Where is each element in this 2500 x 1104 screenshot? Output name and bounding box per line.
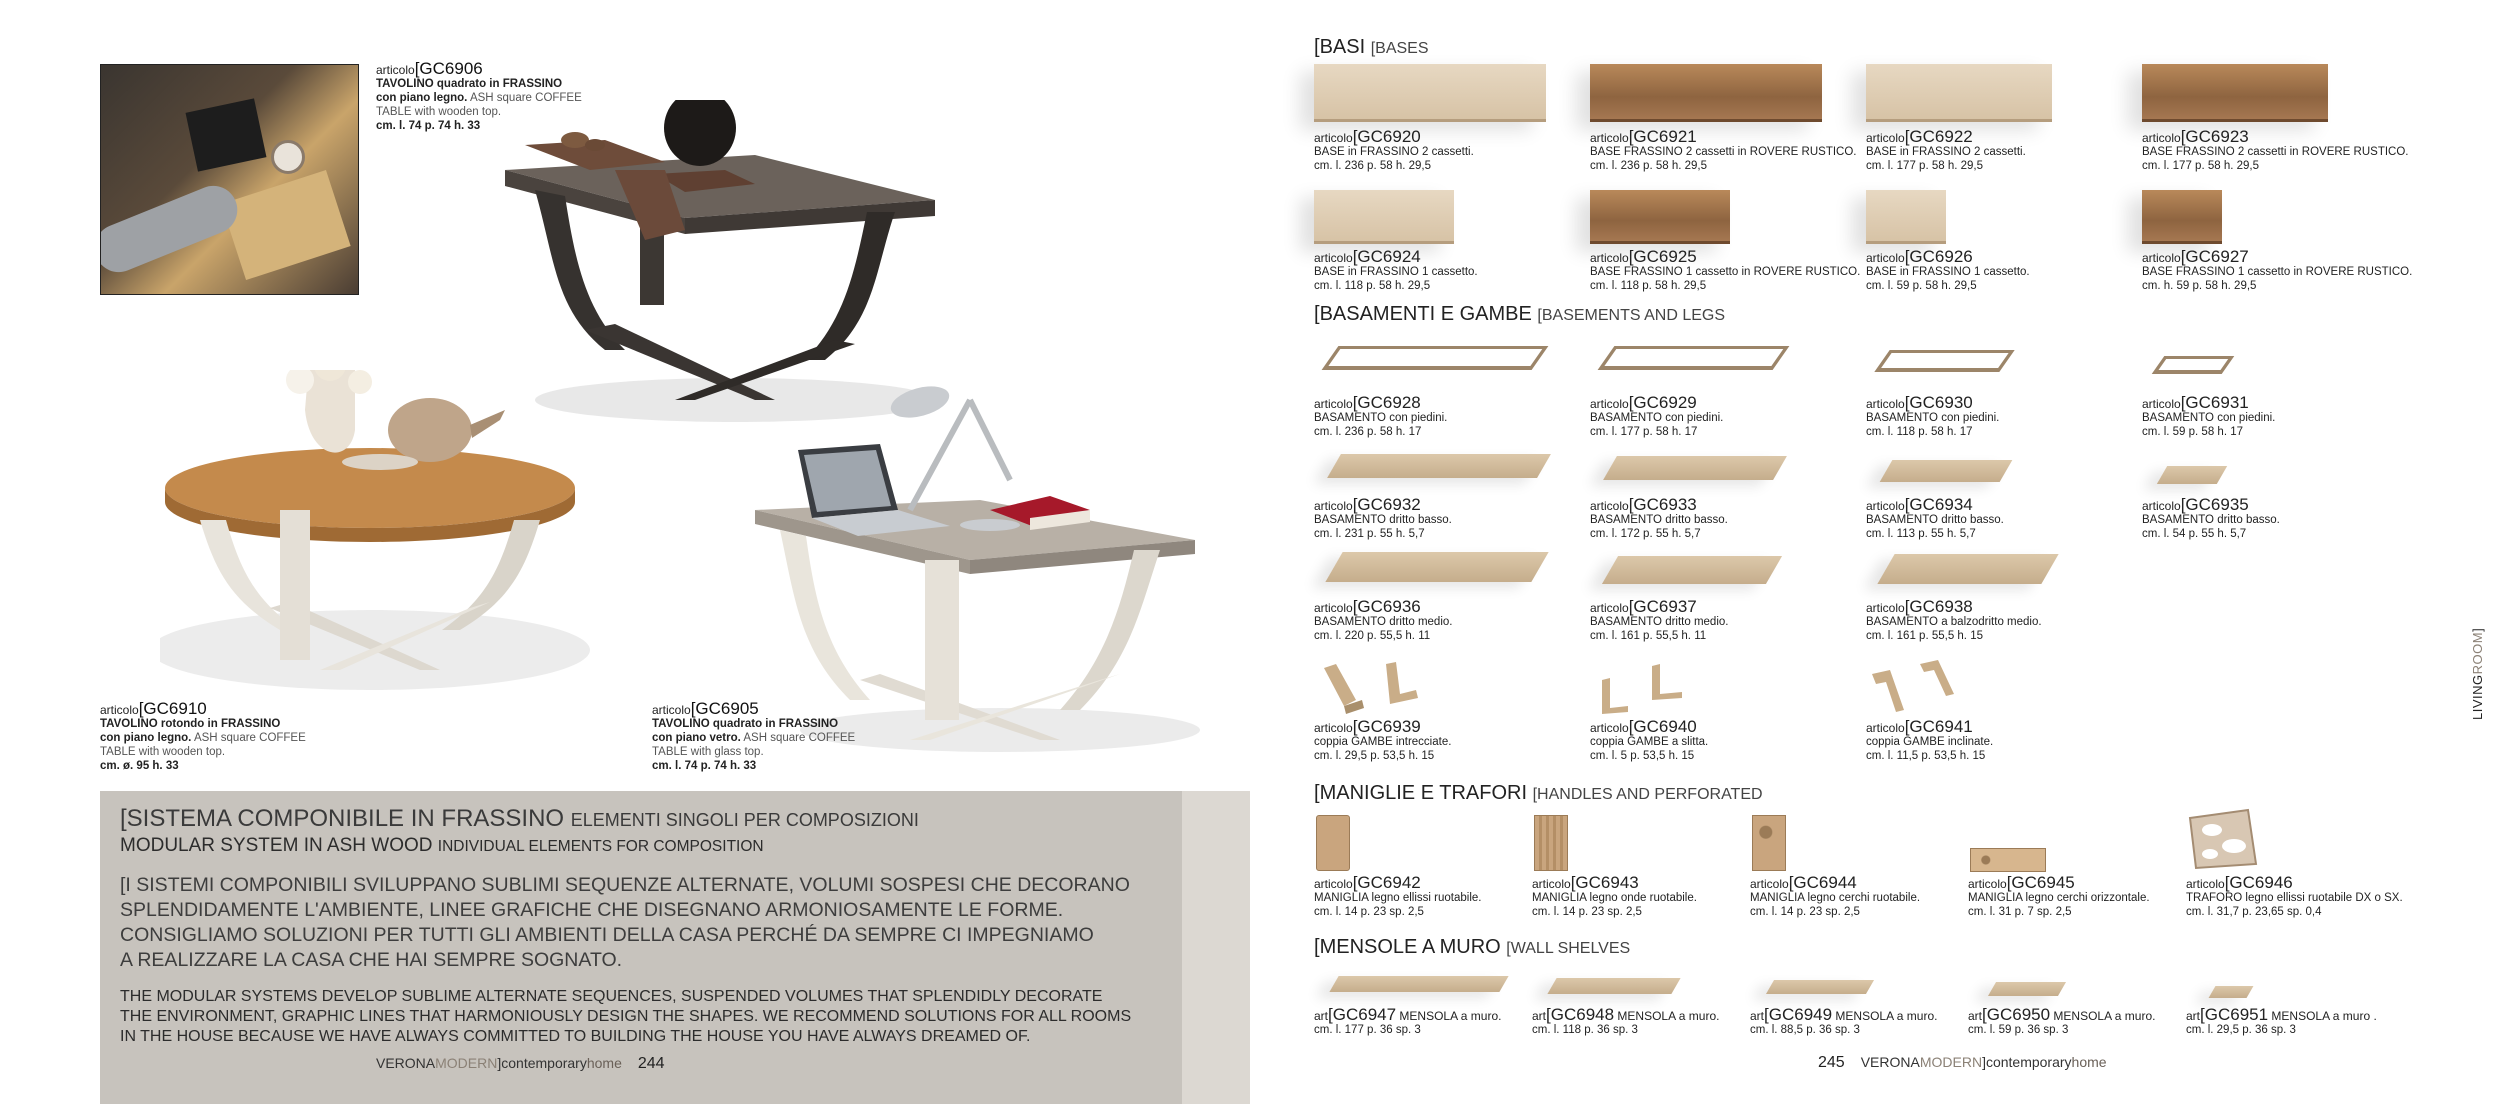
section-mensole-heading: [MENSOLE A MURO [WALL SHELVES (1314, 936, 1631, 958)
legs-gc6940-image (1592, 660, 1702, 716)
product-callout-gc6906: articolo[GC6906 TAVOLINO quadrato in FRASSINO con piano legno. ASH square COFFEE TABLE with wooden top. cm. l. 74 p. 74 h. 33 (376, 62, 606, 133)
section-maniglie-heading: [MANIGLIE E TRAFORI [HANDLES AND PERFORATED (1314, 782, 1763, 804)
item-gc6951: art[GC6951 MENSOLA a muro . cm. l. 29,5 p. 36 sp. 3 (2186, 1005, 2377, 1036)
description-en-2: TABLE with wooden top. (376, 106, 502, 118)
coffee-table-round-image (160, 370, 640, 700)
shelf-gc6950-image (1988, 982, 2066, 996)
shelf-gc6947-image (1329, 976, 1508, 992)
page-number: 244 (637, 1055, 665, 1072)
product-callout-gc6905: articolo[GC6905 TAVOLINO quadrato in FRASSINO con piano vetro. ASH square COFFEE TABLE with glass top. cm. l. 74 p. 74 h. 33 (652, 702, 882, 773)
article-code: GC6906 (419, 59, 483, 78)
handle-gc6942-image (1316, 815, 1350, 871)
item-gc6923: articolo[GC6923 BASE FRASSINO 2 cassetti in ROVERE RUSTICO. cm. l. 177 p. 58 h. 29,5 (2142, 127, 2409, 172)
item-gc6948: art[GC6948 MENSOLA a muro. cm. l. 118 p. 36 sp. 3 (1532, 1005, 1720, 1036)
section-basamenti-heading: [BASAMENTI E GAMBE [BASEMENTS AND LEGS (1314, 303, 1726, 325)
side-tab-living-room: LIVINGROOM] (2470, 627, 2485, 720)
basement-gc6930-image (1874, 350, 2014, 372)
basement-gc6935-image (2157, 466, 2227, 484)
section-basi-heading: [BASI [BASES (1314, 36, 1429, 58)
article-prefix: articolo (100, 703, 139, 717)
description-en-2: TABLE with wooden top. (100, 746, 226, 758)
basement-gc6934-image (1880, 460, 2013, 482)
item-gc6922: articolo[GC6922 BASE in FRASSINO 2 cassetti. cm. l. 177 p. 58 h. 29,5 (1866, 127, 2026, 172)
basement-gc6932-image (1327, 454, 1551, 478)
fretwork-gc6946-image (2188, 808, 2258, 870)
item-gc6931: articolo[GC6931 BASAMENTO con piedini. cm. l. 59 p. 58 h. 17 (2142, 393, 2276, 438)
item-gc6933: articolo[GC6933 BASAMENTO dritto basso. cm. l. 172 p. 55 h. 5,7 (1590, 495, 1728, 540)
brand-wordmark: VERONAMODERN]contemporaryhome (1860, 1054, 2107, 1070)
item-gc6942: articolo[GC6942 MANIGLIA legno ellissi ruotabile. cm. l. 14 p. 23 sp. 2,5 (1314, 873, 1482, 918)
article-code: GC6905 (695, 699, 759, 718)
base-gc6920-image (1314, 64, 1546, 122)
item-gc6920: articolo[GC6920 BASE in FRASSINO 2 cassetti. cm. l. 236 p. 58 h. 29,5 (1314, 127, 1474, 172)
info-band-edge (1182, 791, 1250, 1104)
item-gc6949: art[GC6949 MENSOLA a muro. cm. l. 88,5 p. 36 sp. 3 (1750, 1005, 1938, 1036)
item-gc6940: articolo[GC6940 coppia GAMBE a slitta. cm. l. 5 p. 53,5 h. 15 (1590, 717, 1709, 762)
item-gc6930: articolo[GC6930 BASAMENTO con piedini. cm. l. 118 p. 58 h. 17 (1866, 393, 2000, 438)
legs-gc6941-image (1868, 660, 1978, 716)
item-gc6950: art[GC6950 MENSOLA a muro. cm. l. 59 p. 36 sp. 3 (1968, 1005, 2156, 1036)
item-gc6938: articolo[GC6938 BASAMENTO a balzodritto medio. cm. l. 161 p. 55,5 h. 15 (1866, 597, 2042, 642)
basement-gc6937-image (1602, 556, 1782, 584)
item-gc6934: articolo[GC6934 BASAMENTO dritto basso. cm. l. 113 p. 55 h. 5,7 (1866, 495, 2004, 540)
basement-gc6928-image (1322, 346, 1549, 370)
handle-gc6943-image (1534, 815, 1568, 871)
item-gc6943: articolo[GC6943 MANIGLIA legno onde ruotabile. cm. l. 14 p. 23 sp. 2,5 (1532, 873, 1697, 918)
base-gc6923-image (2142, 64, 2328, 122)
shelf-gc6949-image (1766, 980, 1874, 994)
lifestyle-photo (100, 64, 359, 295)
coffee-table-glass-image (740, 360, 1210, 760)
dimensions: cm. l. 74 p. 74 h. 33 (652, 760, 757, 772)
shelf-gc6948-image (1547, 978, 1680, 994)
article-prefix: articolo (376, 63, 415, 77)
item-gc6921: articolo[GC6921 BASE FRASSINO 2 cassetti in ROVERE RUSTICO. cm. l. 236 p. 58 h. 29,5 (1590, 127, 1857, 172)
item-gc6929: articolo[GC6929 BASAMENTO con piedini. cm. l. 177 p. 58 h. 17 (1590, 393, 1724, 438)
basement-gc6936-image (1325, 552, 1548, 582)
dimensions: cm. ø. 95 h. 33 (100, 760, 179, 772)
base-gc6925-image (1590, 190, 1730, 244)
info-band (100, 791, 1182, 1104)
legs-gc6939-image (1316, 660, 1426, 716)
handle-gc6945-image (1970, 848, 2046, 872)
description-it-2: con piano legno. (376, 92, 468, 104)
item-gc6947: art[GC6947 MENSOLA a muro. cm. l. 177 p. 36 sp. 3 (1314, 1005, 1502, 1036)
basement-gc6938-image (1877, 554, 2058, 584)
description-en: ASH square COFFEE (469, 92, 582, 104)
shelf-gc6951-image (2209, 986, 2254, 998)
right-page (1250, 0, 2500, 1104)
base-gc6921-image (1590, 64, 1822, 122)
description-it: TAVOLINO quadrato in FRASSINO (376, 78, 563, 90)
base-gc6926-image (1866, 190, 1946, 244)
item-gc6945: articolo[GC6945 MANIGLIA legno cerchi orizzontale. cm. l. 31 p. 7 sp. 2,5 (1968, 873, 2150, 918)
base-gc6924-image (1314, 190, 1454, 244)
info-subtitle-small: INDIVIDUAL ELEMENTS FOR COMPOSITION (437, 838, 764, 855)
item-gc6925: articolo[GC6925 BASE FRASSINO 1 cassetto in ROVERE RUSTICO. cm. l. 118 p. 58 h. 29,5 (1590, 247, 1861, 292)
description-en-2: TABLE with glass top. (652, 746, 764, 758)
item-gc6927: articolo[GC6927 BASE FRASSINO 1 cassetto in ROVERE RUSTICO. cm. h. 59 p. 58 h. 29,5 (2142, 247, 2413, 292)
description-it: TAVOLINO quadrato in FRASSINO (652, 718, 839, 730)
folio-left (376, 1055, 665, 1073)
item-gc6937: articolo[GC6937 BASAMENTO dritto medio. cm. l. 161 p. 55,5 h. 11 (1590, 597, 1729, 642)
item-gc6924: articolo[GC6924 BASE in FRASSINO 1 cassetto. cm. l. 118 p. 58 h. 29,5 (1314, 247, 1478, 292)
item-gc6944: articolo[GC6944 MANIGLIA legno cerchi ruotabile. cm. l. 14 p. 23 sp. 2,5 (1750, 873, 1921, 918)
item-gc6939: articolo[GC6939 coppia GAMBE intrecciate. cm. l. 29,5 p. 53,5 h. 15 (1314, 717, 1452, 762)
info-text-en: THE MODULAR SYSTEMS DEVELOP SUBLIME ALTERNATE SEQUENCES, SUSPENDED VOLUMES THAT SPLENDIDLY DECORATE THE ENVIRONMENT, GRAPHIC LINES THAT HARMONIOUSLY DESIGN THE SHAPES. WE RECOMMEND SOLUTIONS FOR ALL ROOMS IN THE HOUSE BECAUSE WE HAVE ALWAYS COMMITTED TO BUILDING THE HOUSE YOU HAVE ALWAYS DREAMED OF. (120, 988, 1132, 1045)
page-number: 245 (1818, 1054, 1845, 1071)
folio-right (1818, 1054, 2107, 1072)
article-code: GC6910 (143, 699, 207, 718)
brand-wordmark: VERONAMODERN]contemporaryhome (376, 1055, 622, 1071)
dimensions: cm. l. 74 p. 74 h. 33 (376, 120, 481, 132)
item-gc6928: articolo[GC6928 BASAMENTO con piedini. cm. l. 236 p. 58 h. 17 (1314, 393, 1448, 438)
base-gc6922-image (1866, 64, 2052, 122)
description-en: ASH square COFFEE (743, 732, 856, 744)
basement-gc6929-image (1598, 346, 1790, 370)
base-gc6927-image (2142, 190, 2222, 244)
item-gc6936: articolo[GC6936 BASAMENTO dritto medio. cm. l. 220 p. 55,5 h. 11 (1314, 597, 1453, 642)
article-prefix: articolo (652, 703, 691, 717)
info-title: [SISTEMA COMPONIBILE IN FRASSINO ELEMENTI SINGOLI PER COMPOSIZIONI (120, 805, 919, 832)
basement-gc6931-image (2152, 356, 2235, 374)
item-gc6935: articolo[GC6935 BASAMENTO dritto basso. cm. l. 54 p. 55 h. 5,7 (2142, 495, 2280, 540)
info-text-it: [I SISTEMI COMPONIBILI SVILUPPANO SUBLIMI SEQUENZE ALTERNATE, VOLUMI SOSPESI CHE DECORANO SPLENDIDAMENTE L'AMBIENTE, LINEE GRAFICHE CHE DISEGNANO ARMONIOSAMENTE LE FORME. CONSIGLIAMO SOLUZIONI PER TUTTI GLI AMBIENTI DELLA CASA PERCHÉ DA SEMPRE CI IMPEGNIAMO A REALIZZARE LA CASA CHE HAI SEMPRE SOGNATO. (120, 874, 1130, 971)
description-it: TAVOLINO rotondo in FRASSINO (100, 718, 281, 730)
info-title-small: ELEMENTI SINGOLI PER COMPOSIZIONI (570, 810, 919, 830)
item-gc6941: articolo[GC6941 coppia GAMBE inclinate. cm. l. 11,5 p. 53,5 h. 15 (1866, 717, 1994, 762)
product-callout-gc6910: articolo[GC6910 TAVOLINO rotondo in FRASSINO con piano legno. ASH square COFFEE TABLE with wooden top. cm. ø. 95 h. 33 (100, 702, 330, 773)
description-it-2: con piano legno. (100, 732, 192, 744)
item-gc6946: articolo[GC6946 TRAFORO legno ellissi ruotabile DX o SX. cm. l. 31,7 p. 23,65 sp. 0,4 (2186, 873, 2403, 918)
handle-gc6944-image (1752, 815, 1786, 871)
info-subtitle: MODULAR SYSTEM IN ASH WOOD INDIVIDUAL ELEMENTS FOR COMPOSITION (120, 835, 764, 856)
description-it-2: con piano vetro. (652, 732, 741, 744)
item-gc6926: articolo[GC6926 BASE in FRASSINO 1 cassetto. cm. l. 59 p. 58 h. 29,5 (1866, 247, 2030, 292)
item-gc6932: articolo[GC6932 BASAMENTO dritto basso. cm. l. 231 p. 55 h. 5,7 (1314, 495, 1452, 540)
description-en: ASH square COFFEE (193, 732, 306, 744)
basement-gc6933-image (1603, 456, 1787, 480)
